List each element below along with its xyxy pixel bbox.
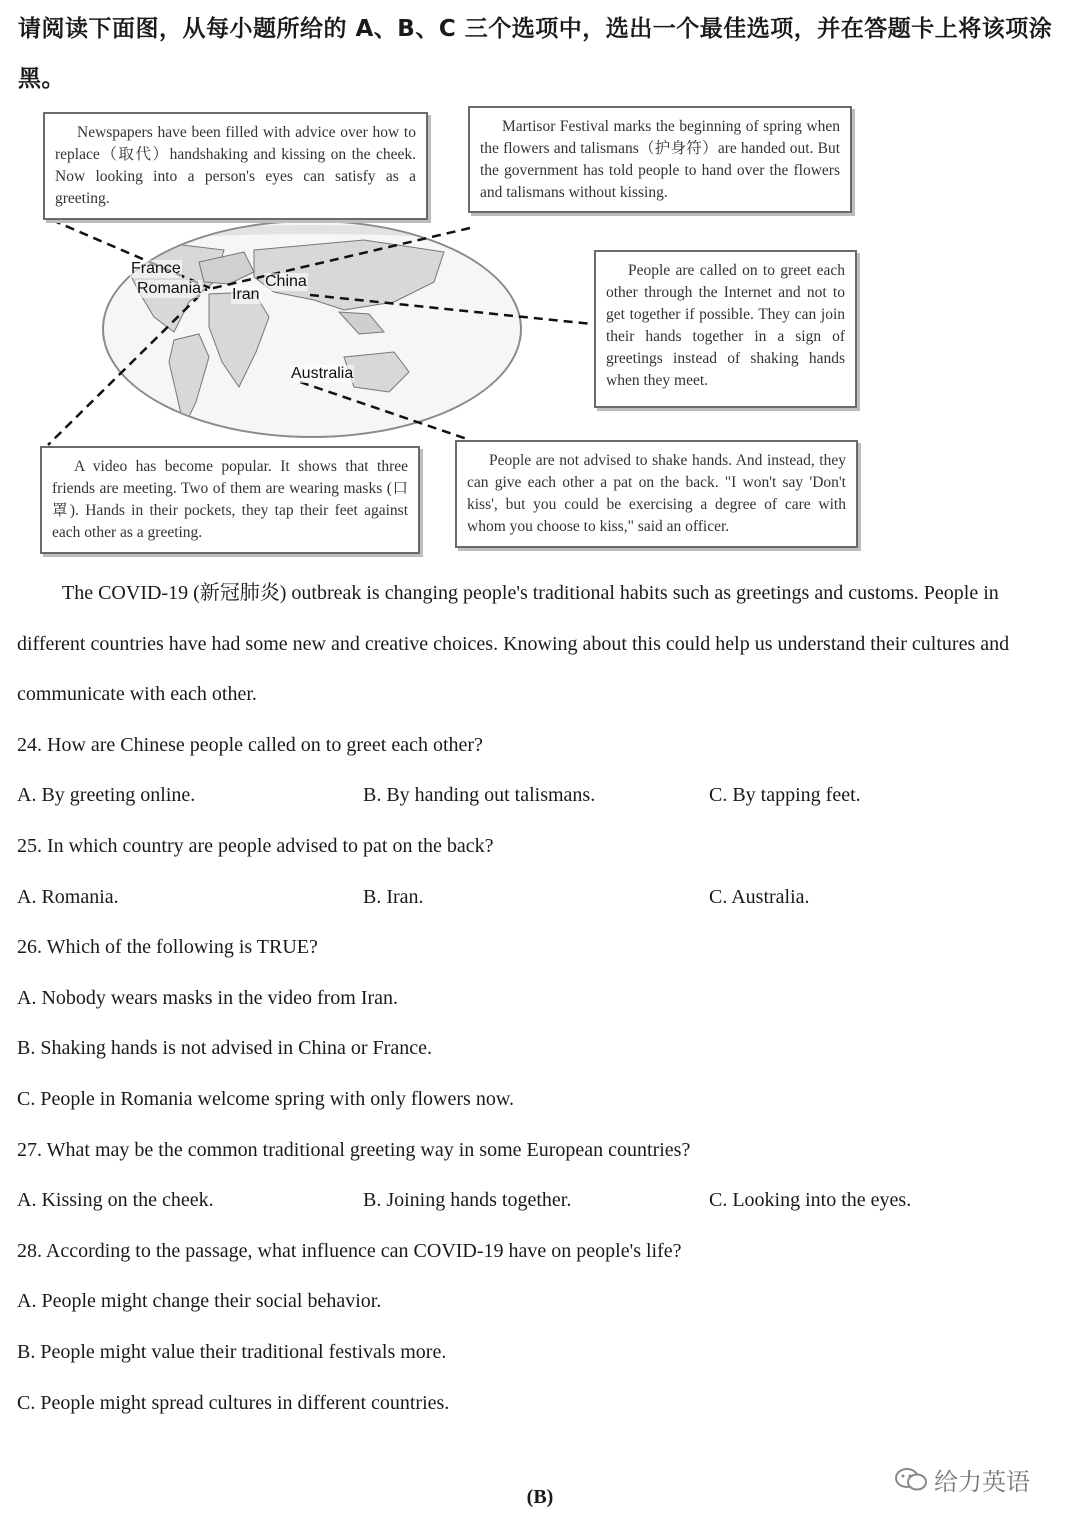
- callout-australia: [455, 440, 858, 548]
- option-a: A. Romania.: [17, 885, 119, 908]
- option-b: B. By handing out talismans.: [363, 784, 596, 807]
- label-romania: Romania: [137, 280, 202, 297]
- callout-australia-text: People are not advised to shake hands. And instead, they can give each other a pat on the back. "I won't say 'Don't kiss', but you could be exercising a degree of care with whom you choose to kiss," said an officer.: [467, 452, 846, 535]
- question-stem: 24. How are Chinese people called on to greet each other?: [17, 733, 483, 756]
- callout-france-text: Newspapers have been filled with advice over how to replace（取代）handshaking and kissing on the cheek. Now looking into a person's eyes can satisfy as a greeting.: [55, 124, 416, 207]
- option-b: B. Joining hands together.: [363, 1189, 572, 1212]
- option-c: C. People might spread cultures in different countries.: [17, 1391, 450, 1414]
- question-stem: 27. What may be the common traditional greeting way in some European countries?: [17, 1138, 691, 1161]
- section-title: (B): [526, 1486, 554, 1508]
- option-b: B. Shaking hands is not advised in China or France.: [17, 1037, 432, 1060]
- passage: [17, 568, 1062, 1428]
- passage-intro: The COVID-19 (新冠肺炎) outbreak is changing people's traditional habits such as greetings and customs. People in different countries have had some new and creative choices. Knowing about this could help us understand their cultures and communicate with each other.: [17, 582, 1010, 706]
- option-c: C. People in Romania welcome spring with only flowers now.: [17, 1087, 514, 1110]
- callout-iran-text: A video has become popular. It shows that three friends are meeting. Two of them are wearing masks (口罩). Hands in their pockets, they tap their feet against each other as a greeting.: [52, 458, 408, 541]
- option-a: A. People might change their social behavior.: [17, 1290, 382, 1313]
- option-a: A. Kissing on the cheek.: [17, 1189, 214, 1212]
- option-c: C. Australia.: [709, 885, 810, 908]
- callout-romania-text: Martisor Festival marks the beginning of spring when the flowers and talismans（护身符）are handed out. But the government has told people to hand over the flowers and talismans without kissing.: [480, 118, 840, 201]
- question-options: [17, 770, 1062, 821]
- watermark-text: 给力英语: [934, 1468, 1030, 1496]
- question-stem: 26. Which of the following is TRUE?: [17, 936, 318, 959]
- option-a: A. By greeting online.: [17, 784, 196, 807]
- callout-france: [43, 112, 428, 220]
- question-options: [17, 872, 1062, 923]
- option-c: C. Looking into the eyes.: [709, 1189, 912, 1212]
- question-options: [17, 1175, 1062, 1226]
- label-australia: Australia: [291, 365, 354, 382]
- label-iran: Iran: [232, 286, 260, 303]
- callout-china-text: People are called on to greet each other through the Internet and not to get together if possible. They can join their hands together in a sign of greetings instead of shaking hands when they meet.: [606, 262, 845, 389]
- callout-romania: [468, 106, 852, 213]
- question-stem: 28. According to the passage, what influence can COVID-19 have on people's life?: [17, 1239, 682, 1262]
- callout-china: [594, 250, 857, 408]
- world-map-figure: [0, 100, 1080, 560]
- label-china: China: [265, 273, 307, 290]
- instruction-text: 请阅读下面图，从每小题所给的 A、B、C 三个选项中，选出一个最佳选项，并在答题卡上将该项涂黑。: [18, 16, 1053, 92]
- option-a: A. Nobody wears masks in the video from Iran.: [17, 986, 399, 1009]
- option-b: B. Iran.: [363, 885, 424, 908]
- label-france: France: [131, 260, 181, 277]
- callout-iran: [40, 446, 420, 554]
- question-stem: 25. In which country are people advised to pat on the back?: [17, 834, 494, 857]
- option-c: C. By tapping feet.: [709, 784, 861, 807]
- option-b: B. People might value their traditional festivals more.: [17, 1340, 447, 1363]
